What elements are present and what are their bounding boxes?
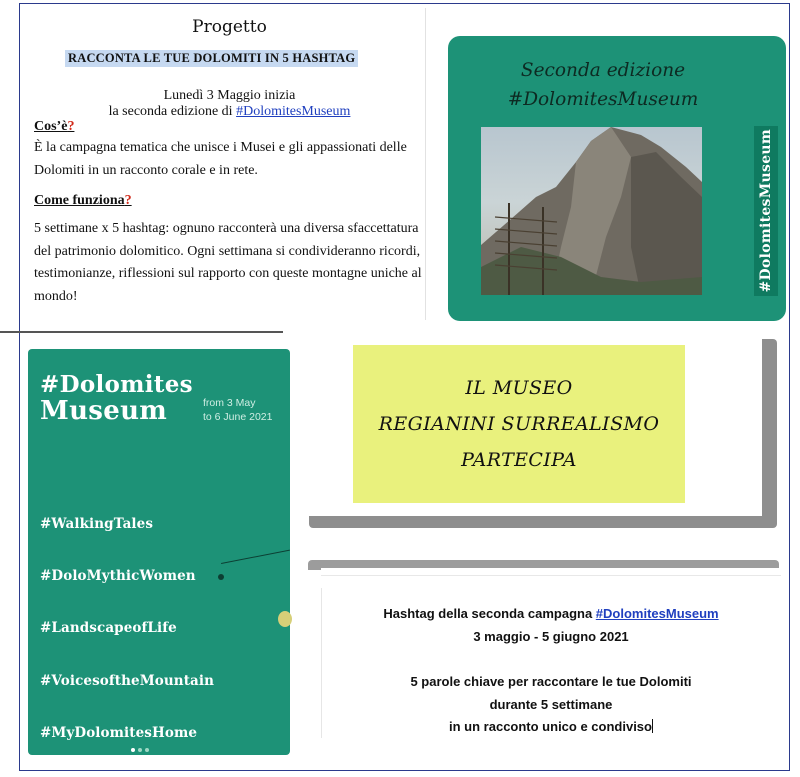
hashtag-card-line-2: 3 maggio - 5 giugno 2021	[473, 629, 629, 644]
intro-line-2	[32, 104, 427, 120]
hashtag-card-link[interactable]: #DolomitesMuseum	[595, 606, 719, 621]
vertical-hashtag: #DolomitesMuseum	[758, 129, 774, 293]
poster-dates-line-1: from 3 May	[203, 397, 256, 409]
section-how-mark: ?	[124, 193, 132, 208]
hashtag-card-line-3: 5 parole chiave per raccontare le tue Dolomiti	[410, 674, 692, 689]
hashtag-poster	[28, 349, 290, 755]
hashtag-card	[321, 568, 781, 753]
hashtag-item: #WalkingTales	[40, 516, 154, 532]
carousel-indicator[interactable]	[131, 748, 149, 752]
edition-heading	[448, 56, 758, 114]
section-whatis-body: È la campagna tematica che unisce i Musei e gli appassionati delle Dolomiti in un racconto corale e in rete.	[34, 140, 407, 178]
section-whatis-mark: ?	[67, 119, 75, 134]
hashtag-item: #DoloMythicWomen	[40, 568, 196, 584]
section-how-body: 5 settimane x 5 hashtag: ognuno racconterà una diversa sfaccettatura del patrimonio dolomitico. Ogni settimana si condivideranno ricordi, testimonianze, riflessioni sul rapporto con queste montagne uniche al mondo!	[34, 221, 422, 304]
page-dot[interactable]	[145, 748, 149, 752]
hashtag-card-line-5-text: in un racconto unico e condiviso	[449, 719, 652, 734]
banner-line-1: IL MUSEO	[465, 377, 573, 399]
banner-line-3: PARTECIPA	[461, 449, 577, 471]
edition-line-2: #DolomitesMuseum	[507, 89, 699, 110]
section-whatis-heading	[34, 119, 74, 135]
divider-line	[0, 331, 283, 333]
vertical-hashtag-strip	[754, 126, 778, 296]
poster-title	[40, 372, 193, 424]
section-how-heading	[34, 193, 132, 209]
poster-title-line-1: #Dolomites	[40, 371, 193, 398]
hashtag-card-line-5[interactable]	[321, 719, 781, 734]
intro-hashtag-link[interactable]: #DolomitesMuseum	[236, 104, 351, 119]
yellow-marker	[278, 611, 292, 627]
hashtag-item: #VoicesoftheMountain	[40, 673, 215, 689]
section-how-title: Come funziona	[34, 193, 125, 208]
intro-line-2-text: la seconda edizione di	[108, 104, 237, 119]
hashtag-item: #LandscapeofLife	[40, 620, 177, 636]
doc-title: Progetto	[192, 17, 267, 37]
edition-line-1: Seconda edizione	[520, 60, 686, 81]
page-dot[interactable]	[138, 748, 142, 752]
hashtag-card-line-4: durante 5 settimane	[489, 697, 613, 712]
intro-line-1: Lunedì 3 Maggio inizia	[163, 88, 296, 103]
poster-title-line-2: Museum	[40, 396, 168, 426]
museum-banner	[353, 345, 685, 503]
section-whatis-title: Cos’è	[34, 119, 68, 134]
poster-dates	[203, 396, 272, 424]
text-cursor	[652, 719, 653, 733]
hashtag-card-line-1-text: Hashtag della seconda campagna	[383, 606, 596, 621]
mountain-image	[481, 127, 702, 295]
project-document	[32, 8, 427, 338]
edition-card	[448, 36, 786, 321]
hashtag-item: #MyDolomitesHome	[40, 725, 198, 741]
page-dot[interactable]	[131, 748, 135, 752]
poster-dates-line-2: to 6 June 2021	[203, 411, 273, 423]
doc-subtitle: RACCONTA LE TUE DOLOMITI IN 5 HASHTAG	[65, 50, 358, 67]
banner-line-2: REGIANINI SURREALISMO	[378, 413, 660, 435]
connector-dot	[218, 574, 224, 580]
hashtag-card-line-1	[321, 606, 781, 621]
doc-intro	[32, 88, 427, 120]
mountain-photo	[481, 127, 702, 295]
ruler	[321, 568, 781, 576]
